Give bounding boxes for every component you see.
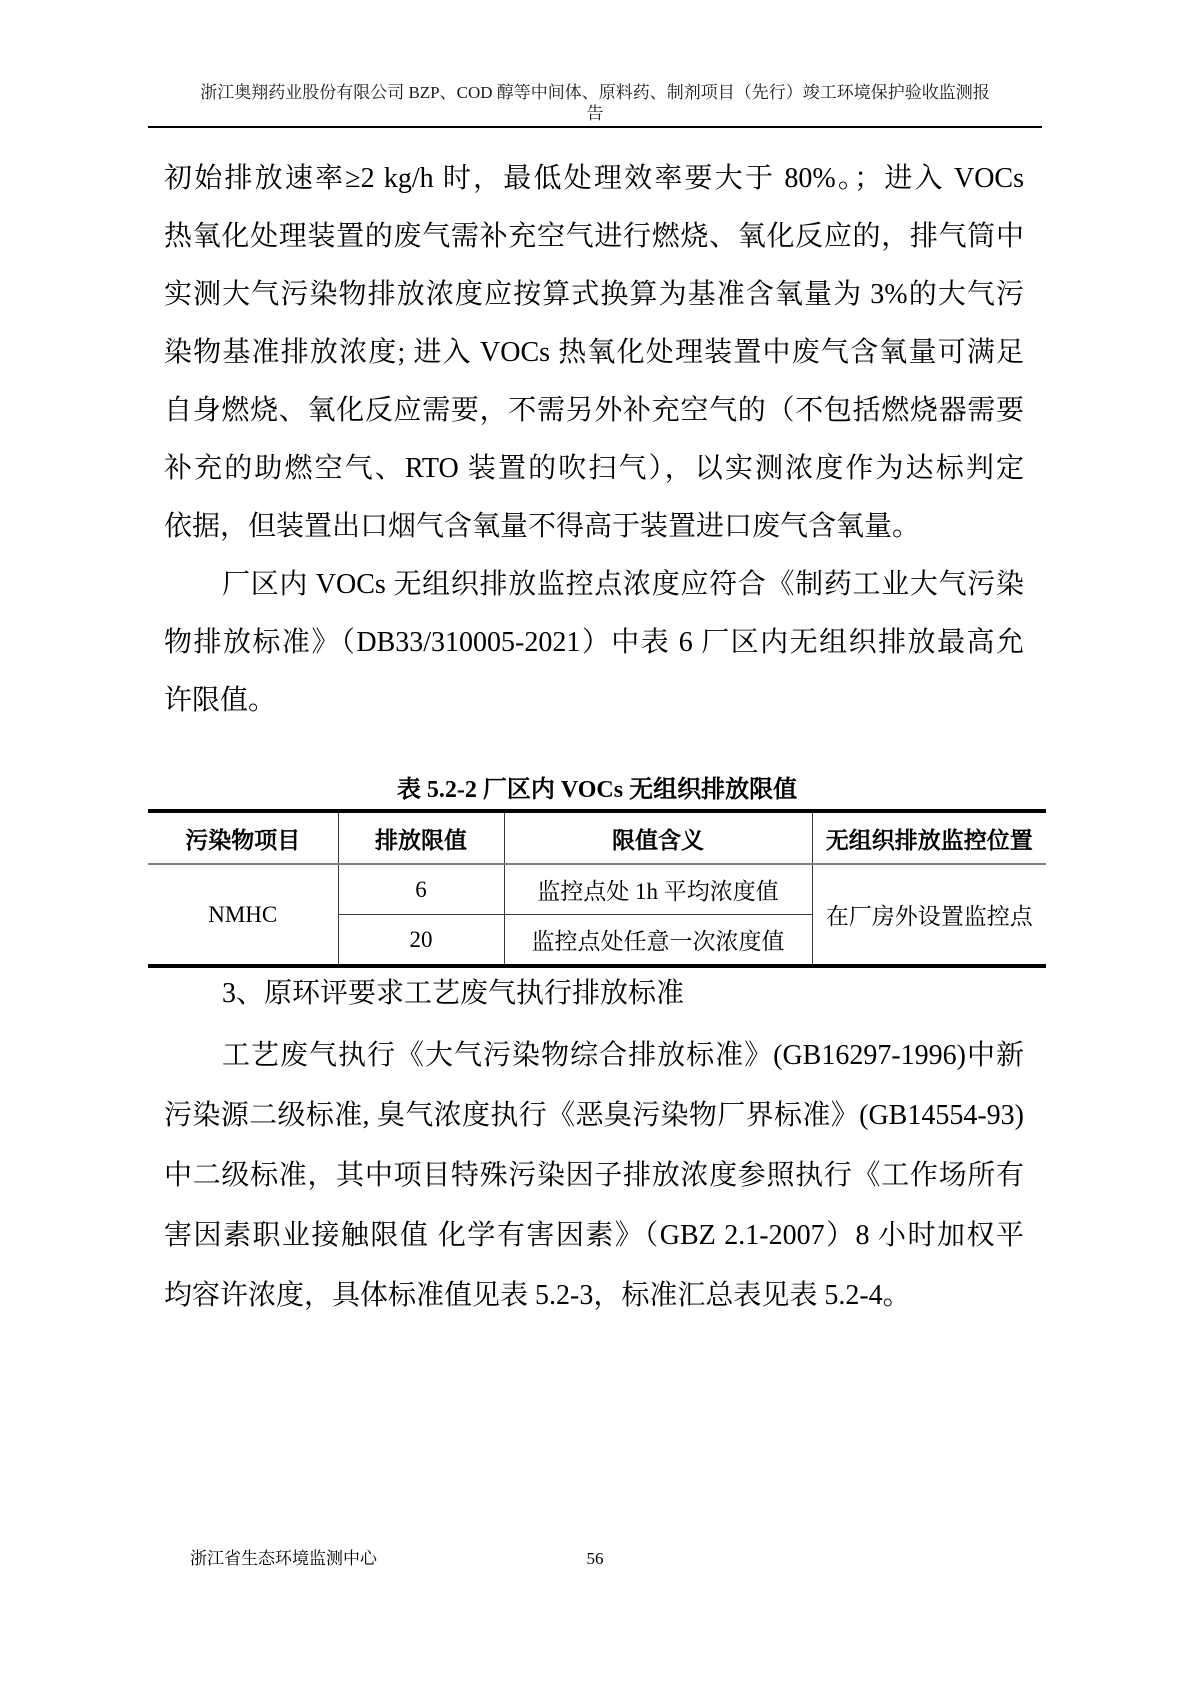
paragraph-line: 许限值。 xyxy=(164,685,277,716)
header-location: 无组织排放监控位置 xyxy=(812,811,1046,864)
cell-limit-2: 20 xyxy=(338,915,504,967)
table-row xyxy=(148,864,1046,915)
paragraph-line: 物排放标准》（DB33/310005-2021）中表 6 厂区内无组织排放最高允 xyxy=(164,627,1024,658)
header-rule xyxy=(148,126,1042,128)
header-pollutant: 污染物项目 xyxy=(148,811,338,864)
paragraph-line: 实测大气污染物排放浓度应按算式换算为基准含氧量为 3%的大气污 xyxy=(164,279,1024,310)
section-heading: 3、原环评要求工艺废气执行排放标准 xyxy=(222,978,685,1009)
body-text-block xyxy=(164,150,1024,730)
report-header xyxy=(148,82,1042,124)
footer-page-number: 56 xyxy=(586,1549,604,1568)
cell-meaning-2: 监控点处任意一次浓度值 xyxy=(504,915,812,967)
paragraph-line: 中二级标准，其中项目特殊污染因子排放浓度参照执行《工作场所有 xyxy=(164,1160,1024,1191)
header-limit: 排放限值 xyxy=(338,811,504,864)
paragraph-line: 污染源二级标准, 臭气浓度执行《恶臭污染物厂界标准》(GB14554-93) xyxy=(164,1100,1024,1131)
paragraph-line: 补充的助燃空气、RTO 装置的吹扫气），以实测浓度作为达标判定 xyxy=(164,453,1024,484)
section3-text-block xyxy=(164,1026,1024,1326)
paragraph-line: 染物基准排放浓度; 进入 VOCs 热氧化处理装置中废气含氧量可满足 xyxy=(164,337,1024,368)
paragraph-line: 自身燃烧、氧化反应需要，不需另外补充空气的（不包括燃烧器需要 xyxy=(164,395,1024,426)
table-caption: 表 5.2-2 厂区内 VOCs 无组织排放限值 xyxy=(396,777,798,803)
paragraph-line: 初始排放速率≥2 kg/h 时，最低处理效率要大于 80%。；进入 VOCs xyxy=(164,163,1024,194)
paragraph-line: 热氧化处理装置的废气需补充空气进行燃烧、氧化反应的，排气筒中 xyxy=(164,221,1024,252)
footer-organization: 浙江省生态环境监测中心 xyxy=(190,1549,377,1568)
emission-limits-table xyxy=(148,809,1046,968)
paragraph-line: 依据，但装置出口烟气含氧量不得高于装置进口废气含氧量。 xyxy=(164,511,921,542)
paragraph-line: 厂区内 VOCs 无组织排放监控点浓度应符合《制药工业大气污染 xyxy=(222,569,1024,600)
table-header-row xyxy=(148,811,1046,864)
header-title-line2: 告 xyxy=(586,104,604,123)
paragraph-line: 均容许浓度，具体标准值见表 5.2-3，标准汇总表见表 5.2-4。 xyxy=(164,1280,911,1311)
cell-pollutant: NMHC xyxy=(208,901,278,927)
header-meaning: 限值含义 xyxy=(504,811,812,864)
cell-location: 在厂房外设置监控点 xyxy=(812,864,1046,966)
cell-limit-1: 6 xyxy=(338,864,504,915)
paragraph-line: 害因素职业接触限值 化学有害因素》（GBZ 2.1-2007）8 小时加权平 xyxy=(164,1220,1024,1251)
cell-meaning-1: 监控点处 1h 平均浓度值 xyxy=(504,864,812,915)
header-title-line1: 浙江奥翔药业股份有限公司 BZP、COD 醇等中间体、原料药、制剂项目（先行）竣工环境保护验收监测报 xyxy=(200,83,990,102)
paragraph-line: 工艺废气执行《大气污染物综合排放标准》(GB16297-1996)中新 xyxy=(222,1040,1024,1071)
